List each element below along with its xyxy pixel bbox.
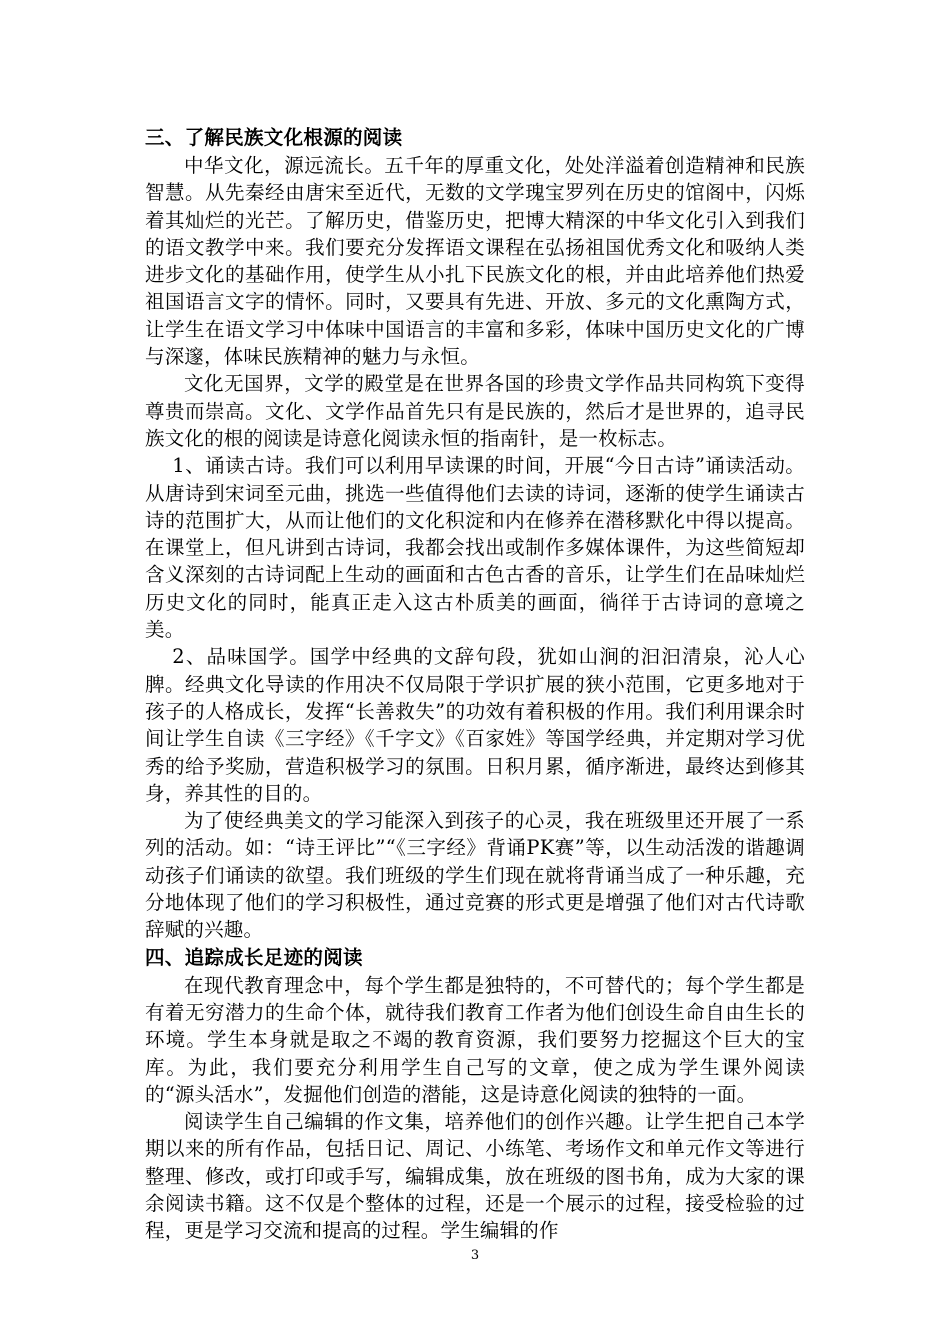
section-heading-4: 四、追踪成长足迹的阅读 [145, 945, 363, 969]
page-number: 3 [470, 1248, 480, 1263]
paragraph: 为了使经典美文的学习能深入到孩子的心灵，我在班级里还开展了一系列的活动。如：“诗王评比”“《三字经》背诵PK赛”等，以生动活泼的谐趣调动孩子们诵读的欲望。我们班级的学生们现在就将背诵当成了一种乐趣，充分地体现了他们的学习积极性，通过竞赛的形式更是增强了他们对古代诗歌辞赋的兴趣。 [145, 809, 805, 942]
document-body [145, 124, 805, 1245]
paragraph-item-2: 2、品味国学。国学中经典的文辞句段，犹如山涧的汩汩清泉，沁人心脾。经典文化导读的作用决不仅局限于学识扩展的狭小范围，它更多地对于孩子的人格成长，发挥“长善救失”的功效有着积极的作用。我们利用课余时间让学生自读《三字经》《千字文》《百家姓》等国学经典，并定期对学习优秀的给予奖励，营造积极学习的氛围。日积月累，循序渐进，最终达到修其身，养其性的目的。 [145, 645, 805, 805]
paragraph: 在现代教育理念中，每个学生都是独特的，不可替代的；每个学生都是有着无穷潜力的生命个体，就待我们教育工作者为他们创设生命自由生长的环境。学生本身就是取之不竭的教育资源，我们要努力挖掘这个巨大的宝库。为此，我们要充分利用学生自己写的文章，使之成为学生课外阅读的“源头活水”，发掘他们创造的潜能，这是诗意化阅读的独特的一面。 [145, 973, 805, 1106]
paragraph: 文化无国界，文学的殿堂是在世界各国的珍贵文学作品共同构筑下变得尊贵而崇高。文化、文学作品首先只有是民族的，然后才是世界的，追寻民族文化的根的阅读是诗意化阅读永恒的指南针，是一枚标志。 [145, 372, 805, 450]
paragraph: 阅读学生自己编辑的作文集，培养他们的创作兴趣。让学生把自己本学期以来的所有作品，包括日记、周记、小练笔、考场作文和单元作文等进行整理、修改，或打印或手写，编辑成集，放在班级的图书角，成为大家的课余阅读书籍。这不仅是个整体的过程，还是一个展示的过程，接受检验的过程，更是学习交流和提高的过程。学生编辑的作 [145, 1110, 805, 1243]
paragraph: 中华文化，源远流长。五千年的厚重文化，处处洋溢着创造精神和民族智慧。从先秦经由唐宋至近代，无数的文学瑰宝罗列在历史的馆阁中，闪烁着其灿烂的光芒。了解历史，借鉴历史，把博大精深的中华文化引入到我们的语文教学中来。我们要充分发挥语文课程在弘扬祖国优秀文化和吸纳人类进步文化的基础作用，使学生从小扎下民族文化的根，并由此培养他们热爱祖国语言文字的情怀。同时，又要具有先进、开放、多元的文化熏陶方式，让学生在语文学习中体味中国语言的丰富和多彩，体味中国历史文化的广博与深邃，体味民族精神的魅力与永恒。 [145, 154, 805, 369]
paragraph-item-1: 1、诵读古诗。我们可以利用早读课的时间，开展“今日古诗”诵读活动。从唐诗到宋词至元曲，挑选一些值得他们去读的诗词，逐渐的使学生诵读古诗的范围扩大，从而让他们的文化积淀和内在修养在潜移默化中得以提高。在课堂上，但凡讲到古诗词，我都会找出或制作多媒体课件，为这些简短却含义深刻的古诗词配上生动的画面和古色古香的音乐，让学生们在品味灿烂历史文化的同时，能真正走入这古朴质美的画面，徜徉于古诗词的意境之美。 [145, 454, 805, 642]
section-heading-3: 三、了解民族文化根源的阅读 [145, 126, 403, 149]
